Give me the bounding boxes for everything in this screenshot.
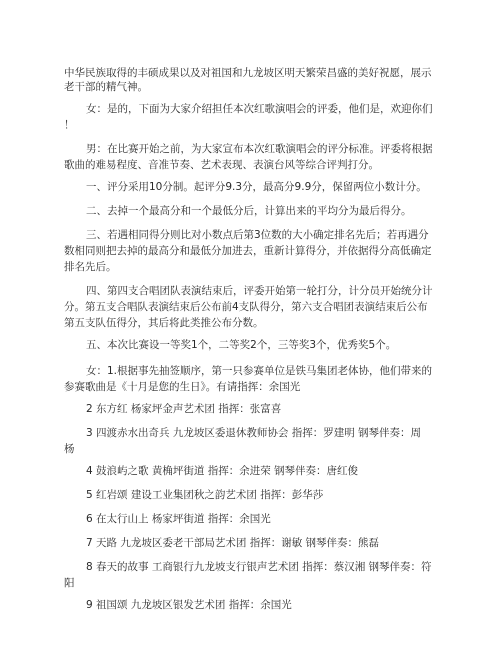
text-line: 一、评分采用10分制。起评分9.3分，最高分9.9分，保留两位小数计分。 [86,181,427,193]
text-line: 第五支队伍得分，其后将此类推公布分数。 [64,317,264,329]
text-line: 中华民族取得的丰硕成果以及对祖国和九龙坡区明天繁荣昌盛的美好祝愿，展示 [64,67,432,79]
text-line: 5 红岩颂 建设工业集团秋之韵艺术团 指挥：彭华莎 [86,489,324,501]
performance-1 [0,364,500,394]
text-line: 7 天路 九龙坡区委老干部局艺术团 指挥：谢敏 钢琴伴奏：熊磊 [86,537,380,549]
text-line: 老干部的精气神。 [64,81,148,93]
text-line: 三、若遇相同得分则比对小数点后第3位数的大小确定排名先后；若再遇分 [86,229,429,241]
performance-9 [0,598,500,612]
rule-3 [0,228,500,274]
rule-5 [0,338,500,352]
paragraph-intro-tail [0,66,500,94]
paragraph-judges-intro [0,102,500,132]
text-line: 数相同则把去掉的最高分和最低分加进去，重新计算得分，并依据得分高低确定 [64,245,432,257]
text-line: 五、本次比赛设一等奖1个，二等奖2个，三等奖3个，优秀奖5个。 [86,339,397,351]
text-line: ！ [64,119,75,131]
text-line: 参赛歌曲是《十月是您的生日》。有请指挥：余国光 [64,381,301,393]
text-line: 9 祖国颂 九龙坡区银发艺术团 指挥：余国光 [86,599,292,611]
performance-8 [0,560,500,590]
rule-2 [0,204,500,218]
text-line: 6 在太行山上 杨家坪街道 指挥：余国光 [86,513,271,525]
performance-4 [0,464,500,478]
text-line: 女：1.根据事先抽签顺序，第一只参赛单位是铁马集团老体协，他们带来的 [86,365,433,377]
rule-4 [0,284,500,330]
rule-1 [0,180,500,194]
performance-2 [0,402,500,416]
text-line: 二、去掉一个最高分和一个最低分后，计算出来的平均分为最后得分。 [86,205,412,217]
performance-7 [0,536,500,550]
performance-5 [0,488,500,502]
performance-6 [0,512,500,526]
paragraph-scoring-standard [0,142,500,172]
performance-3 [0,426,500,456]
text-line: 8 春天的故事 工商银行九龙坡支行银声艺术团 指挥：蔡汉湘 钢琴伴奏：符 [86,561,432,573]
text-line: 分。第五支合唱队表演结束后公布前4支队得分，第六支合唱团表演结束后公布 [64,301,428,313]
text-line: 3 四渡赤水出奇兵 九龙坡区委退休教师协会 指挥：罗建明 钢琴伴奏：周 [86,427,422,439]
text-line: 四、第四支合唱团队表演结束后，评委开始第一轮打分，计分员开始统分计 [86,285,433,297]
text-line: 男：在比赛开始之前，为大家宣布本次红歌演唱会的评分标准。评委将根据 [86,143,433,155]
text-line: 4 鼓浪屿之歌 黄桷坪街道 指挥：余进荣 钢琴伴奏：唐红俊 [86,465,359,477]
text-line: 阳 [64,577,75,589]
text-line: 女：是的，下面为大家介绍担任本次红歌演唱会的评委，他们是，欢迎你们 [86,103,433,115]
text-line: 2 东方红 杨家坪金声艺术团 指挥：张富喜 [86,403,282,415]
text-line: 杨 [64,443,75,455]
text-line: 排名先后。 [64,261,117,273]
text-line: 歌曲的难易程度、音准节奏、艺术表现、表演台风等综合评判打分。 [64,159,379,171]
